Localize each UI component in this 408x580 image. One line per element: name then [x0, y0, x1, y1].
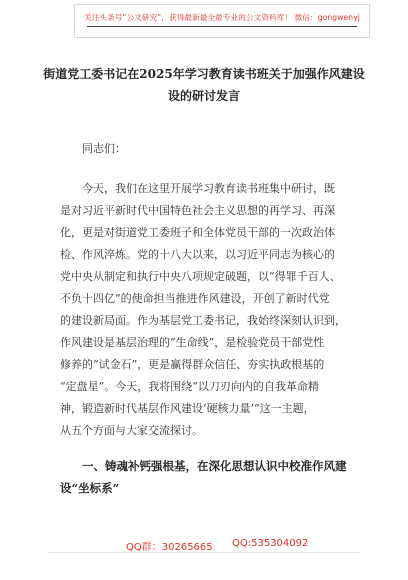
section-heading-line-2: 设“坐标系”	[60, 481, 120, 495]
footer	[0, 538, 408, 552]
body-line: 修养的“试金石”，更是赢得群众信任、夯实执政根基的	[60, 358, 325, 371]
body-line: 神，锻造新时代基层作风建设‘硬核力量’”这一主题，	[60, 402, 315, 415]
document-title-line-2: 设的研讨发言	[167, 89, 240, 103]
body-line: 党中央从制定和执行中央八项规定破题，以“得罪千百人、	[60, 270, 341, 283]
body-line: 的建设新局面。作为基层党工委书记，我始终深刻认识到，	[60, 314, 346, 327]
body-line: 化，更是对街道党工委班子和全体党员干部的一次政治体	[60, 226, 335, 239]
header-banner-underline	[87, 26, 357, 27]
salutation: 同志们：	[82, 142, 126, 155]
footer-qq: QQ:535304092	[232, 538, 309, 549]
footer-qq-group: QQ群：30265665	[126, 542, 213, 553]
section-heading-line-1: 一、铸魂补钙强根基，在深化思想认识中校准作风建	[82, 459, 347, 473]
body-line: 作风建设是基层治理的“生命线”，是检验党员干部党性	[60, 336, 325, 349]
body-line: 不负十四亿”的使命担当推进作风建设，开创了新时代党	[60, 292, 330, 305]
document-title-line-1: 街道党工委书记在2025年学习教育读书班关于加强作风建设	[43, 67, 365, 81]
body-line: 检、作风淬炼。党的十八大以来，以习近平同志为核心的	[60, 248, 335, 261]
header-banner	[74, 4, 370, 38]
body-line: 从五个方面与大家交流探讨。	[60, 424, 203, 437]
body-line: 是对习近平新时代中国特色社会主义思想的再学习、再深	[60, 204, 335, 217]
footer-divider	[48, 552, 360, 553]
body-line: 今天，我们在这里开展学习教育读书班集中研讨，既	[82, 182, 335, 195]
header-banner-text: 关注头条号“公文研究”，获得最新最全最专业的公文资料库！ 微信：gongwenyj	[84, 13, 360, 22]
body-line: “定盘星”。今天，我将围绕“以刀刃向内的自我革命精	[60, 380, 319, 393]
